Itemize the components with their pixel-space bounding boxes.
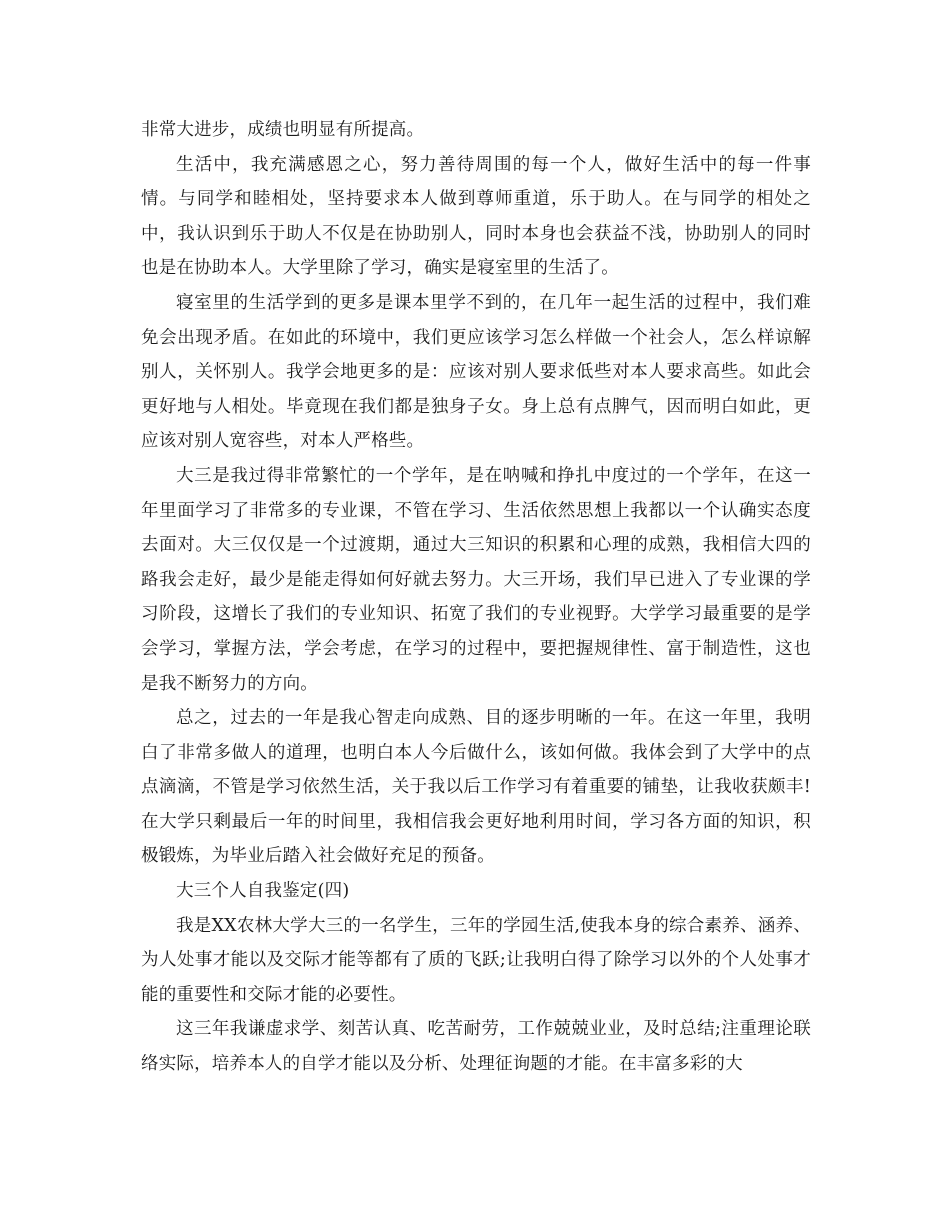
section-heading: 大三个人自我鉴定(四) bbox=[176, 881, 350, 902]
paragraph-life-gratitude: 生活中，我充满感恩之心，努力善待周围的每一个人，做好生活中的每一件事情。与同学和睦相处，坚持要求本人做到尊师重道，乐于助人。在与同学的相处之中，我认识到乐于助人不仅是在协助别人，同时本身也会获益不浅，协助别人的同时也是在协助本人。大学里除了学习，确实是寝室里的生活了。 bbox=[141, 154, 811, 279]
paragraph-self-intro: 我是XX农林大学大三的一名学生，三年的学园生活,使我本身的综合素养、涵养、为人处事才能以及交际才能等都有了质的飞跃;让我明白得了除学习以外的个人处事才能的重要性和交际才能的必要性。 bbox=[141, 915, 811, 1005]
paragraph-three-years: 这三年我谦虚求学、刻苦认真、吃苦耐劳，工作兢兢业业，及时总结;注重理论联络实际，培养本人的自学才能以及分析、处理征询题的才能。在丰富多彩的大 bbox=[141, 1019, 811, 1075]
paragraph-summary: 总之，过去的一年是我心智走向成熟、目的逐步明晰的一年。在这一年里，我明白了非常多做人的道理，也明白本人今后做什么，该如何做。我体会到了大学中的点点滴滴，不管是学习依然生活，关于我以后工作学习有着重要的铺垫，让我收获颇丰!在大学只剩最后一年的时间里，我相信我会更好地利用时间，学习各方面的知识，积极锻炼，为毕业后踏入社会做好充足的预备。 bbox=[141, 708, 811, 867]
document-body bbox=[141, 113, 811, 1082]
paragraph-junior-year: 大三是我过得非常繁忙的一个学年，是在呐喊和挣扎中度过的一个学年，在这一年里面学习了非常多的专业课，不管在学习、生活依然思想上我都以一个认确实态度去面对。大三仅仅是一个过渡期，通过大三知识的积累和心理的成熟，我相信大四的路我会走好，最少是能走得如何好就去努力。大三开场，我们早已进入了专业课的学习阶段，这增长了我们的专业知识、拓宽了我们的专业视野。大学学习最重要的是学会学习，掌握方法，学会考虑，在学习的过程中，要把握规律性、富于制造性，这也是我不断努力的方向。 bbox=[141, 465, 811, 694]
paragraph-dormitory-life: 寝室里的生活学到的更多是课本里学不到的，在几年一起生活的过程中，我们难免会出现矛盾。在如此的环境中，我们更应该学习怎么样做一个社会人，怎么样谅解别人，关怀别人。我学会地更多的是：应该对别人要求低些对本人要求高些。如此会更好地与人相处。毕竟现在我们都是独身子女。身上总有点脾气，因而明白如此，更应该对别人宽容些，对本人严格些。 bbox=[141, 292, 811, 452]
paragraph-continuation: 非常大进步，成绩也明显有所提高。 bbox=[141, 120, 425, 140]
